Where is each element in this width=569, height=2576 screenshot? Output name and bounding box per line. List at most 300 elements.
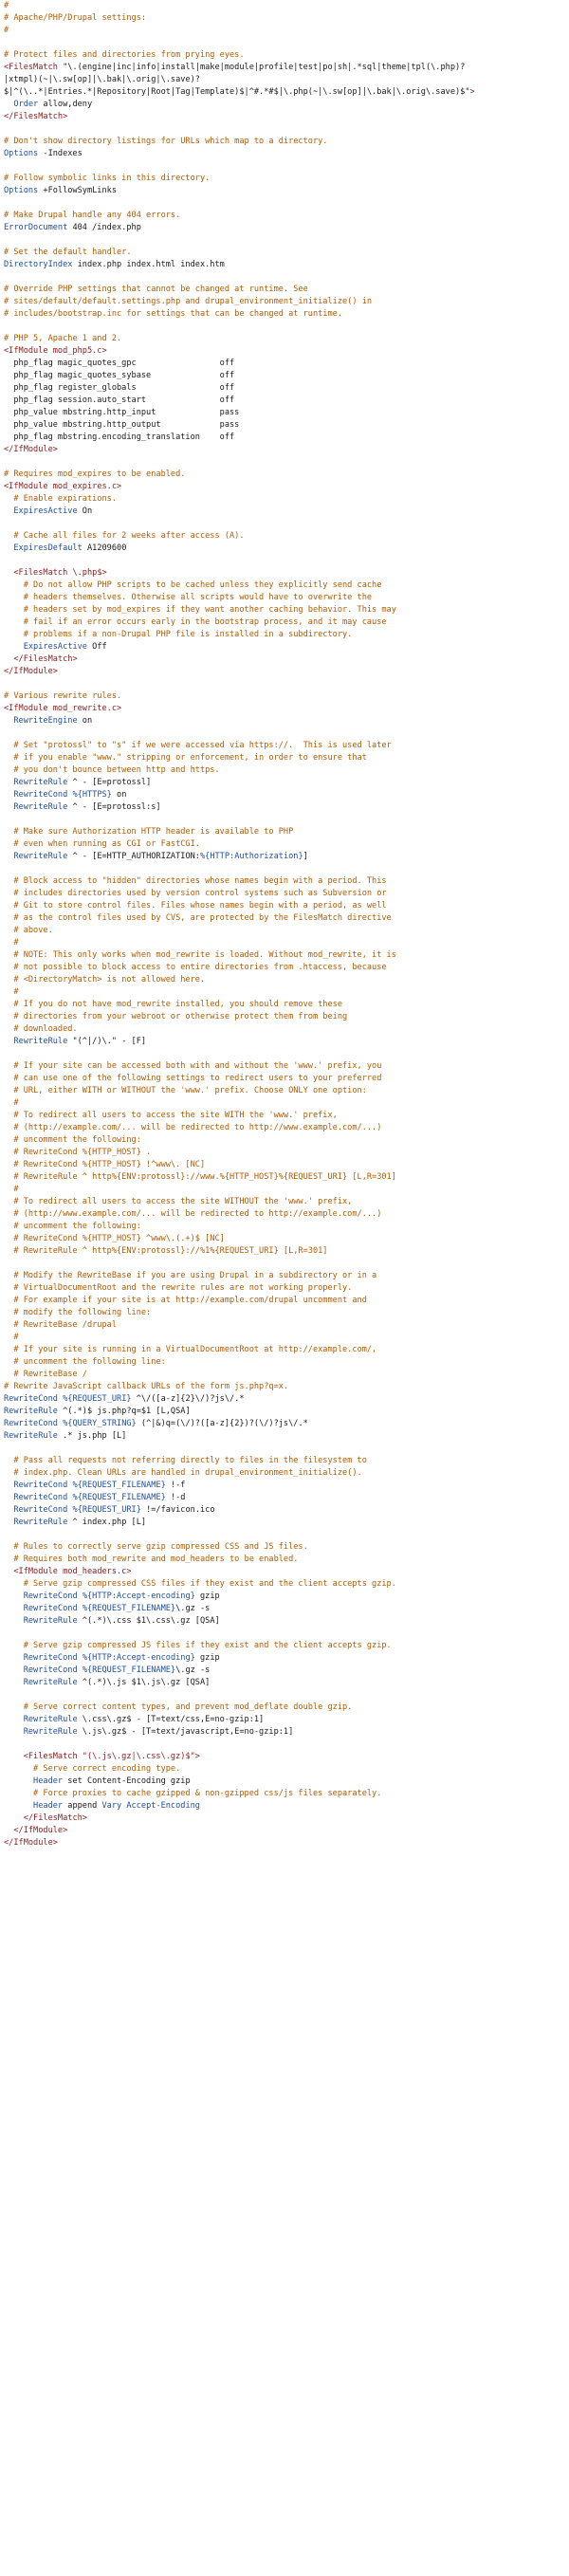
code-token-value: Off [86,642,107,652]
code-line [4,1282,565,1295]
code-line [4,1381,565,1393]
code-token-section: <IfModule mod_php5.c> [4,346,107,356]
code-token-directive: %{HTTPS} [72,790,112,800]
code-token-value [4,100,13,109]
code-token-comment: # PHP 5, Apache 1 and 2. [4,334,122,343]
code-token-comment: # [4,938,19,948]
code-token-value [4,1813,24,1823]
code-line [4,1110,565,1122]
code-token-directive: RewriteCond [23,1604,78,1613]
code-token-comment: # problems if a non-Drupal PHP file is installed in a subdirectory. [4,630,353,639]
code-token-value: |xtmpl)(~|\.sw[op]|\.bak|\.orig|\.save)? [4,75,200,84]
code-token-value: php_value mbstring.http_output pass [4,420,240,430]
code-token-directive: RewriteEngine [13,716,78,726]
code-line [4,1393,565,1406]
code-token-value: .* js.php [L] [57,1431,127,1441]
code-line [4,12,565,25]
code-line [4,1048,565,1060]
code-token-value [4,1715,24,1724]
code-token-comment: # Serve gzip compressed JS files if they exist and the client accepts gzip. [4,1641,392,1650]
code-token-directive: ExpiresDefault [13,543,83,553]
code-token-comment: # fail if an error occurs early in the bootstrap process, and it may cause [4,617,387,627]
code-line [4,949,565,962]
code-token-value: 404 /index.php [67,223,141,232]
code-token-directive: Options [4,186,39,195]
code-token-value: ^(.*)$ js.php?q=$1 [L,QSA] [57,1407,191,1416]
code-token-value [4,802,13,812]
code-token-comment: # as the control files used by CVS, are protected by the FilesMatch directive [4,913,392,923]
code-token-comment: # If your site is running in a VirtualDocumentRoot at http://example.com/, [4,1345,377,1354]
code-token-value [4,1801,33,1811]
code-token-directive: Order [13,100,39,109]
code-token-value: php_flag mbstring.encoding_translation off [4,432,235,442]
code-token-value: ^ - [E=HTTP_AUTHORIZATION: [67,852,200,861]
code-token-directive: RewriteRule [23,1678,78,1687]
code-line [4,308,565,321]
code-token-directive: RewriteRule [23,1616,78,1626]
code-token-comment: # RewriteCond %{HTTP_HOST} ^www\.(.+)$ [NC] [4,1234,225,1243]
code-token-directive: RewriteRule [23,1727,78,1737]
code-token-value: \.gz -s [175,1665,211,1675]
code-token-value [4,642,24,652]
code-line [4,444,565,456]
code-token-comment: # Apache/PHP/Drupal settings: [4,13,147,23]
code-token-comment: # [4,1,9,10]
code-token-value: $|^(\..*|Entries.*|Repository|Root|Tag|Template)$|^#.*#$|\.php(~|\.sw[op]|\.bak|\.orig\.save)$" [4,87,470,97]
code-line [4,1332,565,1344]
code-line [4,666,565,678]
code-token-value: php_value mbstring.http_input pass [4,408,240,417]
code-token-directive: RewriteCond [13,1493,68,1502]
code-token-value [4,1678,24,1687]
code-line [4,1270,565,1282]
code-token-value: ^(.*)\.js $1\.js\.gz [QSA] [77,1678,211,1687]
code-line [4,900,565,912]
code-token-comment: # above. [4,926,53,935]
code-line [4,1480,565,1492]
code-line [4,1406,565,1418]
code-token-value [4,790,13,800]
code-token-directive: %{REQUEST_FILENAME} [72,1493,166,1502]
code-token-value: On [77,506,93,516]
code-line [4,296,565,308]
code-token-value: (^|&)q=(\/)?([a-z]{2})?(\/)?js\/.* [136,1419,308,1428]
code-token-value: "(^|/)\." - [F] [67,1037,147,1046]
code-line [4,99,565,111]
code-token-section: <IfModule mod_headers.c> [13,1567,132,1576]
code-line [4,1307,565,1319]
code-token-directive: RewriteRule [13,802,68,812]
code-token-value [4,654,13,664]
code-token-comment: # For example if your site is at http://example.com/drupal uncomment and [4,1296,367,1305]
code-line [4,123,565,136]
code-line [4,148,565,160]
code-token-value [4,1518,13,1527]
code-line [4,863,565,875]
code-line [4,1591,565,1603]
code-token-comment: # headers set by mod_expires if they want another caching behavior. This may [4,605,396,615]
code-line [4,382,565,395]
code-line [4,86,565,99]
code-token-comment: # includes/bootstrap.inc for settings that can be changed at runtime. [4,309,342,319]
code-line [4,1097,565,1110]
code-line [4,1134,565,1147]
code-line [4,1640,565,1652]
code-token-comment: # uncomment the following: [4,1135,141,1145]
code-line [4,333,565,345]
code-line [4,764,565,777]
code-token-value: gzip [194,1592,220,1601]
code-line [4,1073,565,1085]
code-line [4,937,565,949]
code-token-comment: # URL, either WITH or WITHOUT the 'www.' prefix. Choose ONLY one option: [4,1086,367,1095]
code-line [4,1418,565,1430]
code-token-value [4,1481,13,1490]
code-token-value: index.php index.html index.htm [72,260,225,269]
code-line [4,284,565,296]
code-line [4,1196,565,1208]
code-token-value [4,543,13,553]
code-line [4,814,565,826]
code-token-directive: %{REQUEST_FILENAME} [82,1604,176,1613]
code-line [4,111,565,123]
code-token-section: > [469,87,475,97]
code-token-comment: # downloaded. [4,1024,78,1034]
code-line [4,1504,565,1517]
code-token-comment: # Pass all requests not referring directly to files in the filesystem to [4,1456,367,1465]
code-token-directive: RewriteCond [23,1653,78,1663]
code-token-comment: # RewriteCond %{HTTP_HOST} !^www\. [NC] [4,1160,206,1169]
code-line [4,234,565,247]
code-token-value [4,1567,13,1576]
code-line [4,136,565,148]
code-line [4,1184,565,1196]
code-token-value: \.css\.gz$ - [T=text/css,E=no-gzip:1] [77,1715,265,1724]
code-token-value: php_flag session.auto_start off [4,396,235,405]
code-line [4,703,565,715]
code-token-comment: # even when running as CGI or FastCGI. [4,839,200,849]
code-line [4,826,565,838]
code-token-comment: # Override PHP settings that cannot be changed at runtime. See [4,285,308,294]
code-line [4,493,565,506]
code-line [4,974,565,986]
code-token-directive: RewriteCond [23,1592,78,1601]
code-token-comment: # Enable expirations. [4,494,117,504]
code-line [4,160,565,173]
code-token-value: ^\/([a-z]{2}\/)?js\/.* [131,1394,245,1404]
code-line [4,1541,565,1554]
code-line [4,1665,565,1677]
code-token-comment: # can use one of the following settings to redirect users to your preferred [4,1074,382,1083]
code-line [4,740,565,752]
code-line [4,37,565,49]
code-token-value: php_flag register_globals off [4,383,235,393]
code-token-comment: # Requires both mod_rewrite and mod_headers to be enabled. [4,1555,299,1564]
code-token-directive: RewriteCond [13,790,68,800]
code-token-directive: %{REQUEST_URI} [63,1394,132,1404]
code-token-comment: # Set "protossl" to "s" if we were accessed via https://. This is used later [4,741,392,750]
code-line [4,1492,565,1504]
code-token-comment: # RewriteBase /drupal [4,1320,117,1330]
code-token-comment: # Rewrite JavaScript callback URLs of the form js.php?q=x. [4,1382,289,1391]
code-line [4,271,565,284]
code-token-directive: RewriteRule [4,1431,58,1441]
code-token-comment: # uncomment the following line: [4,1357,166,1367]
code-token-comment: # (http://www.example.com/... will be redirected to http://example.com/...) [4,1209,382,1219]
code-token-comment: # To redirect all users to access the site WITHOUT the 'www.' prefix, [4,1197,353,1206]
code-token-value: php_flag magic_quotes_sybase off [4,371,235,380]
code-token-value [4,778,13,787]
code-line [4,321,565,333]
code-line [4,1578,565,1591]
code-line [4,185,565,197]
code-token-section: <FilesMatch [4,63,64,72]
code-token-directive: %{HTTP:Accept-encoding} [82,1592,195,1601]
code-line [4,925,565,937]
code-line [4,690,565,703]
code-line [4,530,565,543]
code-token-section: </FilesMatch> [23,1813,87,1823]
code-line [4,1011,565,1023]
code-token-value [4,716,13,726]
code-token-value [4,1037,13,1046]
code-token-value [4,1826,13,1835]
code-line [4,555,565,567]
code-line [4,752,565,764]
code-token-directive: RewriteCond [4,1419,58,1428]
code-token-directive: %{HTTP:Authorization} [199,852,303,861]
code-token-comment: # Git to store control files. Files whose names begin with a period, as well [4,901,387,911]
code-token-directive: RewriteCond [13,1505,68,1515]
code-token-section: </FilesMatch> [4,112,68,121]
code-token-value: append [63,1801,102,1811]
code-token-comment: # Serve gzip compressed CSS files if they exist and the client accepts gzip. [4,1579,396,1589]
code-line [4,74,565,86]
code-token-value: \.gz -s [175,1604,211,1613]
code-line [4,1800,565,1812]
code-line [4,49,565,62]
code-line [4,678,565,690]
code-line [4,1085,565,1097]
code-token-value: ^ index.php [L] [67,1518,147,1527]
code-token-value [4,1616,24,1626]
code-line [4,592,565,604]
code-token-comment: # RewriteRule ^ http%{ENV:protossl}://%1%{REQUEST_URI} [L,R=301] [4,1246,328,1256]
code-token-value: +FollowSymLinks [38,186,118,195]
code-token-value [4,506,13,516]
code-token-value [4,1776,33,1786]
code-line [4,1776,565,1788]
code-token-comment: # you don't bounce between http and https. [4,765,220,775]
code-token-comment: # Protect files and directories from prying eyes. [4,50,245,60]
code-line [4,1763,565,1776]
code-token-comment: # RewriteCond %{HTTP_HOST} . [4,1148,152,1157]
code-token-comment: # uncomment the following: [4,1222,141,1231]
code-line [4,1554,565,1566]
code-token-value [4,1665,24,1675]
code-line [4,62,565,74]
code-token-directive: Options [4,149,39,158]
code-line [4,715,565,727]
code-line [4,777,565,789]
code-token-directive: DirectoryIndex [4,260,73,269]
code-line [4,1529,565,1541]
code-line [4,801,565,814]
code-token-comment: # Follow symbolic links in this directory. [4,174,211,183]
code-line [4,580,565,592]
code-line [4,1751,565,1763]
code-token-value: allow,deny [38,100,93,109]
code-line [4,789,565,801]
code-token-comment: # If you do not have mod_rewrite installed, you should remove these [4,1000,342,1009]
code-token-value: ^ - [E=protossl] [67,778,152,787]
code-line [4,1517,565,1529]
code-line [4,518,565,530]
code-token-value: ^ - [E=protossl:s] [67,802,161,812]
code-token-comment: # directories from your webroot or otherwise protect them from being [4,1012,348,1021]
code-line [4,1812,565,1825]
code-token-directive: RewriteRule [13,778,68,787]
code-token-value: !-f [165,1481,186,1490]
code-line [4,1171,565,1184]
code-token-value: \.js\.gz$ - [T=text/javascript,E=no-gzip:1] [77,1727,294,1737]
code-line [4,604,565,616]
code-token-value: !=/favicon.ico [140,1505,215,1515]
code-token-directive: %{REQUEST_FILENAME} [82,1665,176,1675]
code-line [4,1159,565,1171]
code-token-value: set Content-Encoding gzip [63,1776,191,1786]
code-line [4,629,565,641]
code-line [4,432,565,444]
code-token-directive: Vary Accept-Encoding [101,1801,200,1811]
code-line [4,986,565,999]
code-token-value: !-d [165,1493,186,1502]
code-line [4,1739,565,1751]
code-token-comment: # [4,1185,19,1194]
code-line [4,1369,565,1381]
code-line [4,1689,565,1702]
code-token-value: gzip [194,1653,220,1663]
code-line [4,1615,565,1628]
code-token-section: </FilesMatch> [13,654,78,664]
code-token-comment: # If your site can be accessed both with and without the 'www.' prefix, you [4,1061,382,1071]
code-token-comment: # headers themselves. Otherwise all scripts would have to overwrite the [4,593,373,602]
code-line [4,345,565,358]
code-token-comment: # [4,1098,19,1108]
code-token-directive: RewriteRule [13,1518,68,1527]
code-token-comment: # Rules to correctly serve gzip compressed CSS and JS files. [4,1542,308,1552]
code-token-comment: # Requires mod_expires to be enabled. [4,469,186,479]
code-line [4,358,565,370]
code-token-value: on [111,790,127,800]
code-token-comment: # not possible to block access to entire directories from .htaccess, because [4,963,387,972]
code-line [4,1344,565,1356]
code-token-comment: # Serve correct content types, and prevent mod_deflate double gzip. [4,1702,353,1712]
code-token-value [4,1505,13,1515]
code-line [4,25,565,37]
code-line [4,875,565,888]
code-token-directive: ExpiresActive [13,506,78,516]
code-token-directive: RewriteRule [4,1407,58,1416]
code-token-comment: # Do not allow PHP scripts to be cached unless they explicitly send cache [4,580,382,590]
code-line [4,1652,565,1665]
code-line [4,1023,565,1036]
code-line [4,851,565,863]
code-line [4,1714,565,1726]
code-token-comment: # <DirectoryMatch> is not allowed here. [4,975,206,984]
code-token-value: "\.(engine|inc|info|install|make|module|profile|test|po|sh|.*sql|theme|tpl(\.php)? [63,63,466,72]
code-line [4,259,565,271]
code-token-section: <IfModule mod_rewrite.c> [4,704,122,713]
code-token-directive: %{QUERY_STRING} [63,1419,137,1428]
code-token-comment: # modify the following line: [4,1308,152,1317]
code-token-comment: # Force proxies to cache gzipped & non-gzipped css/js files separately. [4,1789,382,1798]
code-line [4,1677,565,1689]
code-token-comment: # if you enable "www." stripping or enforcement, in order to ensure that [4,753,367,763]
code-line [4,653,565,666]
code-line [4,962,565,974]
code-token-directive: ErrorDocument [4,223,68,232]
code-line [4,1467,565,1480]
code-token-value: A1209600 [82,543,127,553]
code-line [4,999,565,1011]
code-line [4,1702,565,1714]
code-token-value [4,1752,24,1761]
code-line [4,888,565,900]
code-line [4,1356,565,1369]
code-line [4,1455,565,1467]
code-line [4,210,565,222]
code-token-comment: # Various rewrite rules. [4,691,122,701]
code-token-value [4,1604,24,1613]
code-token-comment: # To redirect all users to access the site WITH the 'www.' prefix, [4,1111,338,1120]
code-line [4,838,565,851]
code-line [4,481,565,493]
code-line [4,1603,565,1615]
code-token-comment: # Cache all files for 2 weeks after access (A). [4,531,245,541]
code-line [4,197,565,210]
code-line [4,469,565,481]
code-token-comment: # index.php. Clean URLs are handled in drupal_environment_initialize(). [4,1468,362,1478]
code-line [4,1443,565,1455]
code-token-comment: # VirtualDocumentRoot and the rewrite rules are not working properly. [4,1283,353,1293]
code-token-directive: %{REQUEST_URI} [72,1505,141,1515]
code-token-comment: # [4,1333,19,1342]
code-token-comment: # [4,987,19,997]
code-token-comment: # sites/default/default.settings.php and drupal_environment_initialize() in [4,297,373,306]
code-token-directive: Header [33,1801,64,1811]
code-line [4,1122,565,1134]
code-token-directive: Header [33,1776,64,1786]
code-line [4,1245,565,1258]
code-token-value [4,1727,24,1737]
code-line [4,616,565,629]
code-token-directive: RewriteRule [23,1715,78,1724]
code-line [4,1788,565,1800]
code-line [4,419,565,432]
code-token-directive: RewriteCond [23,1665,78,1675]
code-token-section: </IfModule> [4,667,58,676]
code-token-directive: RewriteRule [13,852,68,861]
code-token-comment: # Modify the RewriteBase if you are using Drupal in a subdirectory or in a [4,1271,377,1280]
code-line [4,912,565,925]
code-token-directive: ExpiresActive [23,642,87,652]
code-token-value [4,568,13,578]
code-line [4,506,565,518]
code-line [4,727,565,740]
code-line [4,1319,565,1332]
code-line [4,1208,565,1221]
